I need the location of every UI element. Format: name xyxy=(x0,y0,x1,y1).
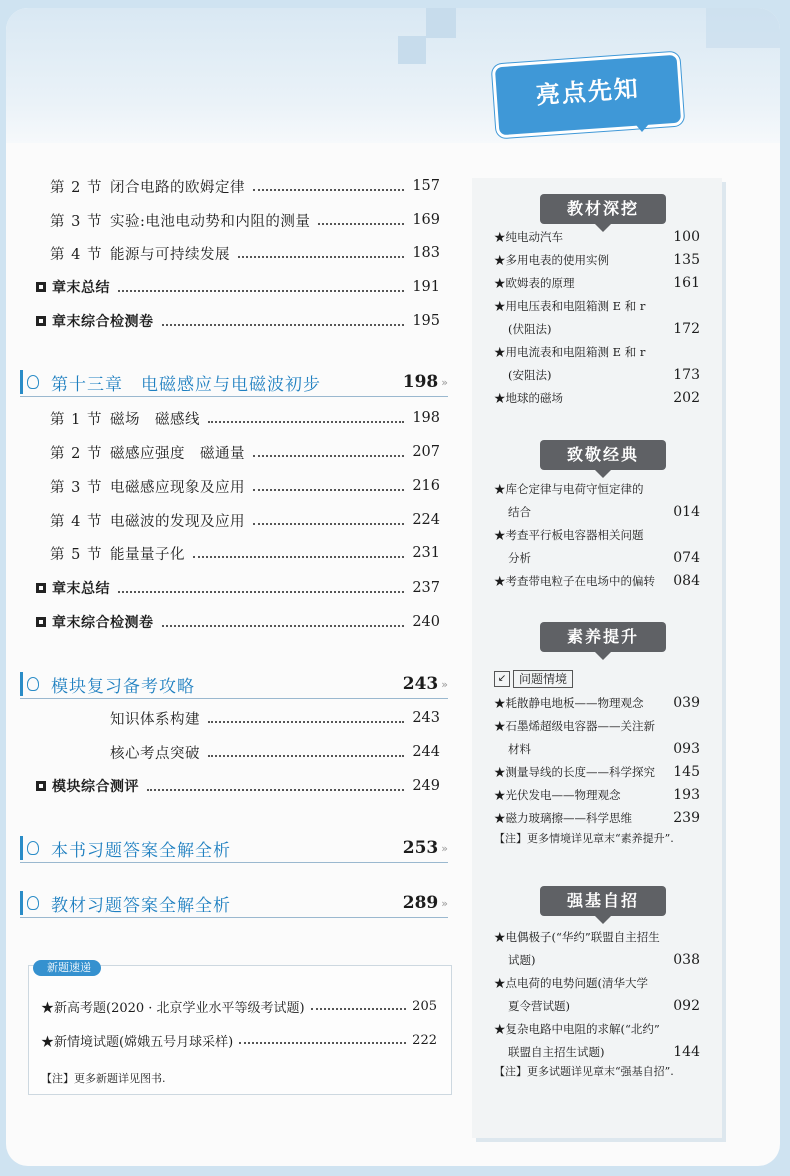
dot-leader xyxy=(118,288,404,292)
page-number: 216 xyxy=(412,478,440,494)
highlight-page: 092 xyxy=(673,998,700,1014)
arrow-icon: ↙ xyxy=(494,671,510,687)
new-question-title: ★新高考题(2020 · 北京学业水平等级考试题) xyxy=(41,1000,305,1016)
section-number: 第 3 节 xyxy=(50,479,103,496)
new-question-page: 205 xyxy=(412,998,437,1014)
highlight-page: 193 xyxy=(673,787,700,803)
highlight-text: 夏令营试题) xyxy=(508,999,570,1013)
highlight-text: ★电偶极子(“华约”联盟自主招生 xyxy=(494,930,660,944)
square-bullet-icon xyxy=(36,781,46,791)
highlight-item[interactable] xyxy=(494,570,700,593)
decor-square xyxy=(706,8,780,48)
chapter-title: 教材习题答案全解全析 xyxy=(51,895,231,916)
dot-leader xyxy=(208,719,404,723)
highlight-text: ★考查带电粒子在电场中的偏转 xyxy=(494,574,655,588)
dot-leader xyxy=(208,753,404,757)
toc-section-row[interactable] xyxy=(32,707,440,729)
highlight-page: 100 xyxy=(673,229,700,245)
page-number: 169 xyxy=(412,212,440,228)
page-number: 224 xyxy=(412,512,440,528)
highlight-page: 014 xyxy=(673,504,700,520)
section-title: 章末总结 xyxy=(52,280,110,296)
toc-section-row[interactable] xyxy=(32,175,440,197)
section-title: 电磁波的发现及应用 xyxy=(110,513,245,530)
new-questions-note: 【注】更多新题详见图书. xyxy=(41,1072,166,1085)
section-title: 章末总结 xyxy=(52,581,110,597)
highlight-text: ★纯电动汽车 xyxy=(494,230,563,244)
dot-leader xyxy=(193,554,404,558)
page-number: 244 xyxy=(412,744,440,760)
highlight-item[interactable] xyxy=(494,272,700,295)
highlight-page: 093 xyxy=(673,741,700,757)
highlight-text: 试题) xyxy=(508,953,536,967)
page-number: 243 xyxy=(412,710,440,726)
page-number: 157 xyxy=(412,178,440,194)
page-number: 240 xyxy=(412,614,440,630)
highlight-item[interactable] xyxy=(494,1018,700,1064)
highlight-item[interactable] xyxy=(494,226,700,249)
highlight-text: 材料 xyxy=(508,742,531,756)
highlight-text: ★测量导线的长度——科学探究 xyxy=(494,765,655,779)
toc-summary-row[interactable] xyxy=(32,310,440,332)
toc-summary-row[interactable] xyxy=(32,276,440,298)
toc-summary-row[interactable] xyxy=(32,577,440,599)
section-number: 第 5 节 xyxy=(50,546,103,563)
section-number: 第 1 节 xyxy=(50,411,103,428)
square-bullet-icon xyxy=(36,316,46,326)
toc-section-row[interactable] xyxy=(32,475,440,497)
highlight-text: ★磁力玻璃擦——科学思维 xyxy=(494,811,632,825)
highlight-text: 联盟自主招生试题) xyxy=(508,1045,605,1059)
dot-leader xyxy=(253,453,404,457)
highlight-text: ★耗散静电地板——物理观念 xyxy=(494,696,644,710)
highlight-text: 结合 xyxy=(508,505,531,519)
page-number: 249 xyxy=(412,778,440,794)
section-title: 闭合电路的欧姆定律 xyxy=(110,179,245,196)
section-title: 能量量子化 xyxy=(110,546,185,563)
highlight-page: 145 xyxy=(673,764,700,780)
dot-leader xyxy=(239,1042,406,1044)
dot-leader xyxy=(147,787,404,791)
section-number: 第 3 节 xyxy=(50,213,103,230)
highlight-page: 239 xyxy=(673,810,700,826)
chevron-right-icon: » xyxy=(441,375,448,389)
toc-section-row[interactable] xyxy=(32,542,440,564)
chevron-right-icon: » xyxy=(441,677,448,691)
section-title: 电磁感应现象及应用 xyxy=(110,479,245,496)
highlight-text: ★库仑定律与电荷守恒定律的 xyxy=(494,482,644,496)
dot-leader xyxy=(118,589,404,593)
literacy-heading: 素养提升 xyxy=(540,622,666,652)
section-number: 第 2 节 xyxy=(50,179,103,196)
highlight-page: 135 xyxy=(673,252,700,268)
section-number: 第 4 节 xyxy=(50,513,103,530)
toc-section-row[interactable] xyxy=(32,209,440,231)
toc-section-row[interactable] xyxy=(32,242,440,264)
new-question-page: 222 xyxy=(412,1032,437,1048)
section-title: 章末综合检测卷 xyxy=(52,615,154,631)
chapter-title: 本书习题答案全解全析 xyxy=(51,840,231,861)
square-bullet-icon xyxy=(36,583,46,593)
dot-leader xyxy=(238,254,404,258)
chapter-page: 289 xyxy=(402,893,439,913)
dot-leader xyxy=(311,1008,407,1010)
page-number: 231 xyxy=(412,545,440,561)
section-title: 磁场 磁感线 xyxy=(110,411,200,428)
highlight-item[interactable] xyxy=(494,341,700,387)
textbook-deep-dive-heading: 教材深挖 xyxy=(540,194,666,224)
chevron-right-icon: » xyxy=(441,841,448,855)
section-title: 核心考点突破 xyxy=(110,745,200,762)
section-number: 第 4 节 xyxy=(50,246,103,263)
page-number: 183 xyxy=(412,245,440,261)
highlight-item[interactable] xyxy=(494,784,700,807)
highlight-page: 039 xyxy=(673,695,700,711)
highlight-item[interactable] xyxy=(494,387,700,410)
highlight-page: 173 xyxy=(673,367,700,383)
page-number: 195 xyxy=(412,313,440,329)
chapter-title: 模块复习备考攻略 xyxy=(51,676,195,697)
new-question-row[interactable] xyxy=(41,996,437,1016)
highlight-text: ★考查平行板电容器相关问题 xyxy=(494,528,644,542)
section-title: 实验:电池电动势和内阻的测量 xyxy=(110,213,311,230)
highlight-page: 074 xyxy=(673,550,700,566)
lightbulb-icon xyxy=(20,836,43,860)
highlight-text: ★多用电表的使用实例 xyxy=(494,253,609,267)
toc-section-row[interactable] xyxy=(32,741,440,763)
book-answers-heading[interactable] xyxy=(20,834,448,863)
lightbulb-icon xyxy=(20,370,43,394)
strong-foundation-heading: 强基自招 xyxy=(540,886,666,916)
section-title: 磁感应强度 磁通量 xyxy=(110,445,245,462)
highlight-text: ★用电压表和电阻箱测 E 和 r xyxy=(494,299,646,313)
square-bullet-icon xyxy=(36,617,46,627)
chapter-page: 253 xyxy=(402,838,439,858)
strong-note: 【注】更多试题详见章末“强基自招”. xyxy=(494,1065,674,1078)
highlight-text: ★用电流表和电阻箱测 E 和 r xyxy=(494,345,646,359)
toc-summary-row[interactable] xyxy=(32,775,440,797)
new-question-title: ★新情境试题(嫦娥五号月球采样) xyxy=(41,1034,234,1050)
highlight-item[interactable] xyxy=(494,478,700,524)
highlights-badge: 亮点先知 xyxy=(492,52,685,139)
highlight-item[interactable] xyxy=(494,524,700,570)
dot-leader xyxy=(208,419,404,423)
square-bullet-icon xyxy=(36,282,46,292)
section-title: 章末综合检测卷 xyxy=(52,314,154,330)
lightbulb-icon xyxy=(20,891,43,915)
page-number: 207 xyxy=(412,444,440,460)
chapter-page: 243 xyxy=(402,674,439,694)
page-number: 237 xyxy=(412,580,440,596)
highlight-text: (伏阻法) xyxy=(508,322,552,336)
highlight-page: 144 xyxy=(673,1044,700,1060)
new-question-row[interactable] xyxy=(41,1030,437,1050)
dot-leader xyxy=(162,322,405,326)
literacy-note: 【注】更多情境详见章末“素养提升”. xyxy=(494,832,674,845)
highlight-text: ★光伏发电——物理观念 xyxy=(494,788,621,802)
section-title: 能源与可持续发展 xyxy=(110,246,230,263)
textbook-answers-heading[interactable] xyxy=(20,889,448,918)
highlight-text: (安阻法) xyxy=(508,368,552,382)
highlight-text: 分析 xyxy=(508,551,531,565)
chapter-13-heading[interactable] xyxy=(20,368,448,397)
highlight-item[interactable] xyxy=(494,761,700,784)
toc-section-row[interactable] xyxy=(32,509,440,531)
dot-leader xyxy=(253,187,404,191)
highlight-item[interactable] xyxy=(494,295,700,341)
highlight-item[interactable] xyxy=(494,692,700,715)
highlight-text: ★石墨烯超级电容器——关注新 xyxy=(494,719,655,733)
toc-section-row[interactable] xyxy=(32,407,440,429)
highlight-item[interactable] xyxy=(494,807,700,830)
highlight-text: ★复杂电路中电阻的求解(“北约” xyxy=(494,1022,660,1036)
chapter-title: 第十三章 电磁感应与电磁波初步 xyxy=(51,374,321,395)
scenario-label-text: 问题情境 xyxy=(513,670,573,688)
new-questions-tag: 新题速递 xyxy=(33,960,101,976)
new-questions-box xyxy=(28,961,452,1095)
chapter-page: 198 xyxy=(402,372,439,392)
toc-summary-row[interactable] xyxy=(32,611,440,633)
page-number: 191 xyxy=(412,279,440,295)
section-number: 第 2 节 xyxy=(50,445,103,462)
badge-tail xyxy=(630,118,654,132)
chevron-right-icon: » xyxy=(441,896,448,910)
highlight-item[interactable] xyxy=(494,972,700,1018)
highlight-page: 038 xyxy=(673,952,700,968)
highlight-page: 161 xyxy=(673,275,700,291)
dot-leader xyxy=(253,487,404,491)
section-title: 模块综合测评 xyxy=(52,779,139,795)
classics-heading: 致敬经典 xyxy=(540,440,666,470)
highlight-text: ★地球的磁场 xyxy=(494,391,563,405)
decor-square xyxy=(398,36,426,64)
module-review-heading[interactable] xyxy=(20,670,448,699)
highlight-item[interactable] xyxy=(494,926,700,972)
highlight-page: 202 xyxy=(673,390,700,406)
dot-leader xyxy=(253,521,404,525)
toc-section-row[interactable] xyxy=(32,441,440,463)
lightbulb-icon xyxy=(20,672,43,696)
highlight-text: ★点电荷的电势问题(清华大学 xyxy=(494,976,648,990)
scenario-label xyxy=(494,670,573,688)
highlight-text: ★欧姆表的原理 xyxy=(494,276,575,290)
highlight-item[interactable] xyxy=(494,249,700,272)
highlight-page: 084 xyxy=(673,573,700,589)
page-number: 198 xyxy=(412,410,440,426)
dot-leader xyxy=(162,623,405,627)
section-title: 知识体系构建 xyxy=(110,711,200,728)
dot-leader xyxy=(318,221,404,225)
highlight-item[interactable] xyxy=(494,715,700,761)
decor-square xyxy=(426,8,456,38)
highlight-page: 172 xyxy=(673,321,700,337)
